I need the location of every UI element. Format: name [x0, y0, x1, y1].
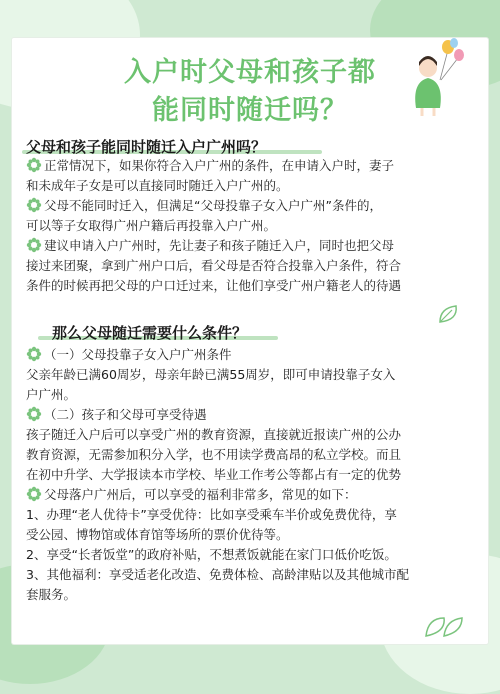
text-line: 和未成年子女是可以直接同时随迁入户广州的。 — [26, 178, 289, 193]
text-line: 正常情况下，如果你符合入户广州的条件，在申请入户时，妻子 — [44, 158, 395, 173]
subheading: （一）父母投靠子女入户广州条件 — [44, 347, 232, 362]
paragraph — [26, 345, 466, 605]
girl-with-balloons-icon — [398, 38, 468, 118]
subheading: （二）孩子和父母可享受待遇 — [44, 407, 207, 422]
flower-bullet-icon — [26, 346, 42, 362]
text-line: 建议申请入户广州时，先让妻子和孩子随迁入户，同时也把父母 — [44, 238, 395, 253]
text-line: 教育资源，无需参加积分入学，也不用读学费高昂的私立学校。而且 — [26, 447, 402, 462]
text-line: 条件的时候再把父母的户口迁过来，让他们享受广州户籍老人的待遇 — [26, 278, 402, 293]
list-item: 2、享受“长者饭堂”的政府补贴，不想煮饭就能在家门口低价吃饭。 — [26, 547, 397, 562]
leaf-icon — [436, 302, 464, 326]
text-line: 孩子随迁入户后可以享受广州的教育资源，直接就近报读广州的公办 — [26, 427, 402, 442]
leaf-icon — [422, 612, 466, 640]
section-heading: 那么父母随迁需要什么条件？ — [52, 324, 248, 342]
flower-bullet-icon — [26, 237, 42, 253]
list-item: 受公园、博物馆或体育馆等场所的票价优待等。 — [26, 527, 289, 542]
list-item: 3、其他福利：享受适老化改造、免费体检、高龄津贴以及其他城市配 — [26, 567, 409, 582]
list-item: 套服务。 — [26, 587, 77, 602]
section-heading: 父母和孩子能同时随迁入户广州吗？ — [26, 138, 267, 156]
text-line: 父亲年龄已满60周岁，母亲年龄已满55周岁，即可申请投靠子女入 — [26, 367, 396, 382]
text-line: 接过来团聚，拿到广州户口后，看父母是否符合投靠入户条件，符合 — [26, 258, 402, 273]
text-line: 可以等子女取得广州户籍后再投靠入户广州。 — [26, 218, 277, 233]
text-line: 父母落户广州后，可以享受的福利非常多，常见的如下： — [44, 487, 357, 502]
content-card — [12, 38, 488, 644]
flower-bullet-icon — [26, 157, 42, 173]
flower-bullet-icon — [26, 197, 42, 213]
text-line: 在初中升学、大学报读本市学校、毕业工作考公等都占有一定的优势 — [26, 467, 402, 482]
flower-bullet-icon — [26, 406, 42, 422]
text-line: 父母不能同时迁入，但满足“父母投靠子女入户广州”条件的， — [44, 198, 382, 213]
title-line-2: 能同时随迁吗？ — [152, 95, 348, 126]
title-line-1: 入户时父母和孩子都 — [124, 57, 376, 88]
paragraph — [26, 156, 466, 296]
flower-bullet-icon — [26, 486, 42, 502]
list-item: 1、办理“老人优待卡”享受优待：比如享受乘车半价或免费优待，享 — [26, 507, 397, 522]
text-line: 户广州。 — [26, 387, 77, 402]
